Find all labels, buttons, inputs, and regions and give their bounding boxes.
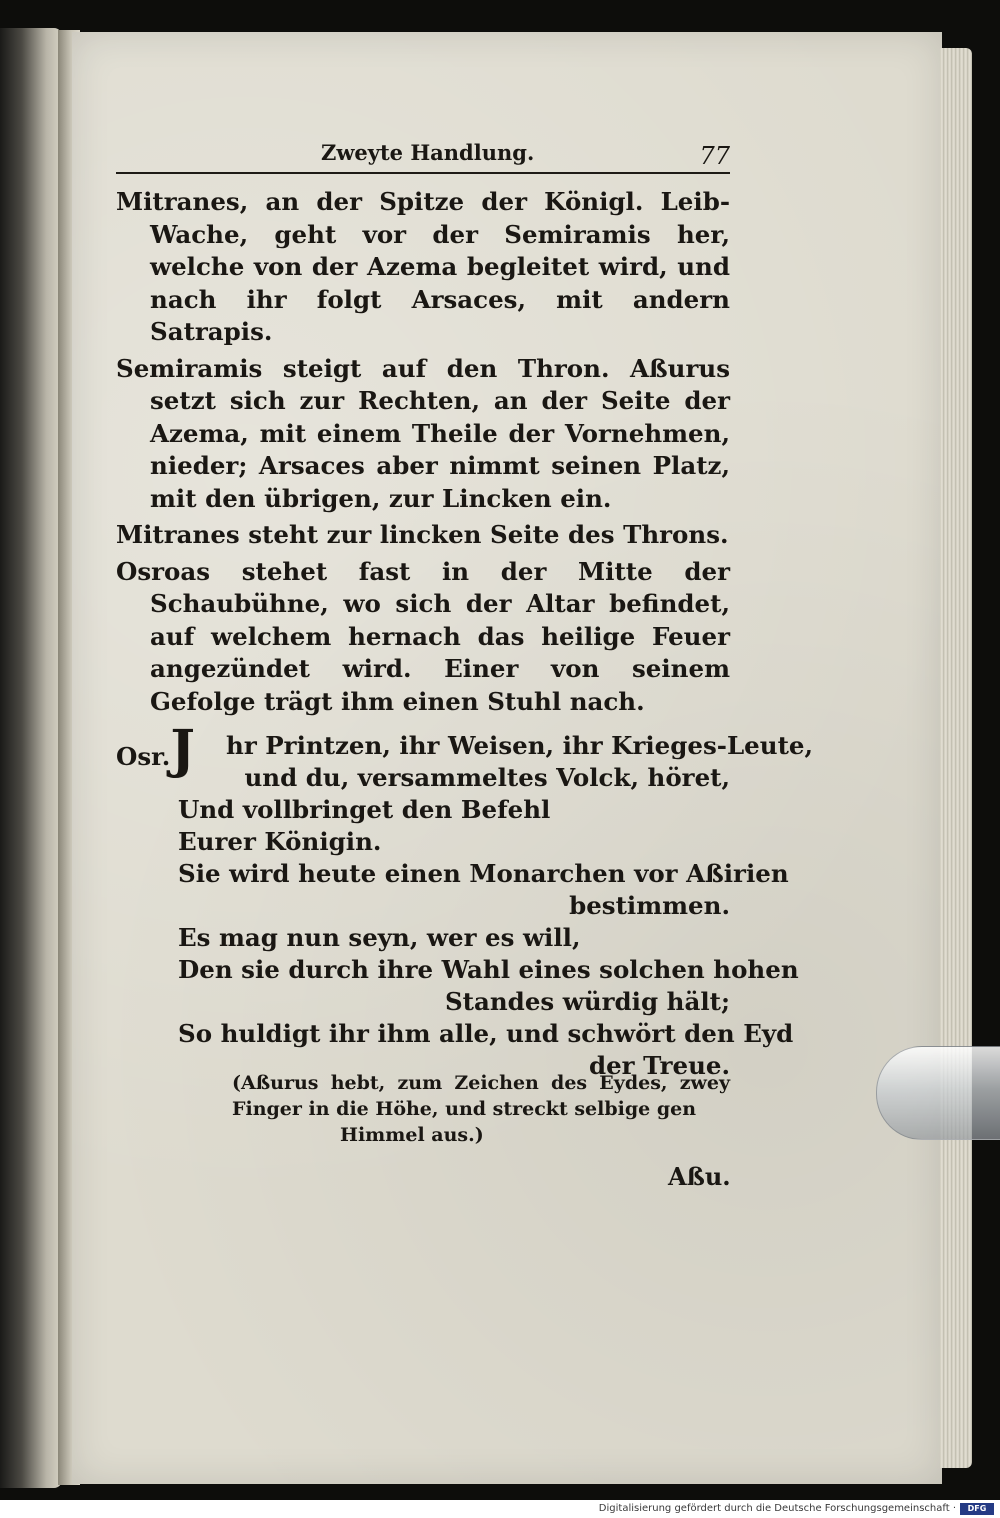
stage-direction-asurus: [232, 1070, 730, 1148]
verse-line: und du, versammeltes Volck, höret,: [244, 763, 730, 792]
stage-directions: [116, 186, 730, 722]
verse-line: Standes würdig hält;: [444, 987, 730, 1016]
stage-direction-mitranes-throne: Mitranes steht zur lincken Seite des Throns.: [116, 520, 729, 549]
verse-line: der Treue.: [588, 1051, 730, 1080]
direction-text-end: Himmel aus.): [340, 1124, 484, 1146]
drop-cap: J: [170, 719, 195, 780]
stage-direction-semiramis: Semiramis steigt auf den Thron. Aßurus setzt sich zur Rechten, an der Seite der Azema, mit einem Theile der Vornehmen, nieder; Arsaces aber nimmt seinen Platz, mit den übrigen, zur Lincken ein.: [116, 353, 730, 513]
dfg-logo: DFG: [960, 1503, 994, 1515]
direction-text: (Aßurus hebt, zum Zeichen des Eydes, zwey Finger in die Höhe, und streckt selbige gen: [232, 1072, 730, 1120]
verse-line: So huldigt ihr ihm alle, und schwört den Eyd: [178, 1019, 794, 1048]
verse-line: Und vollbringet den Befehl: [178, 795, 551, 824]
verse-line: Eurer Königin.: [178, 827, 382, 856]
verse-line: Es mag nun seyn, wer es will,: [178, 923, 581, 952]
stage-direction-osroas: Osroas stehet fast in der Mitte der Schaubühne, wo sich der Altar befindet, auf welchem hernach das heilige Feuer angezündet wird. Einer von seinem Gefolge trägt ihm einen Stuhl nach.: [116, 556, 730, 716]
verse-line: Den sie durch ihre Wahl eines solchen hohen: [178, 955, 799, 984]
running-title: Zweyte Handlung.: [321, 140, 535, 165]
page-stack-edge: [940, 48, 972, 1468]
verse-line: hr Printzen, ihr Weisen, ihr Krieges-Leute,: [226, 731, 814, 760]
page-header: [116, 140, 730, 174]
footer-bar: [0, 1500, 1000, 1518]
glass-page-clamp: [876, 1046, 1000, 1140]
facing-page-edge: [0, 28, 62, 1488]
footer-credit: Digitalisierung gefördert durch die Deutsche Forschungsgemeinschaft ·: [598, 1503, 956, 1514]
speaker-label: Osr.J: [116, 719, 195, 780]
verse-line: Sie wird heute einen Monarchen vor Aßirien: [178, 859, 789, 888]
stage-direction-mitranes: Mitranes, an der Spitze der Königl. Leib-Wache, geht vor der Semiramis her, welche von der Azema begleitet wird, und nach ihr folgt Arsaces, mit andern Satrapis.: [116, 187, 730, 346]
page-number: 77: [699, 142, 730, 170]
catchword: Aßu.: [668, 1162, 731, 1191]
verse-line: bestimmen.: [569, 891, 730, 920]
